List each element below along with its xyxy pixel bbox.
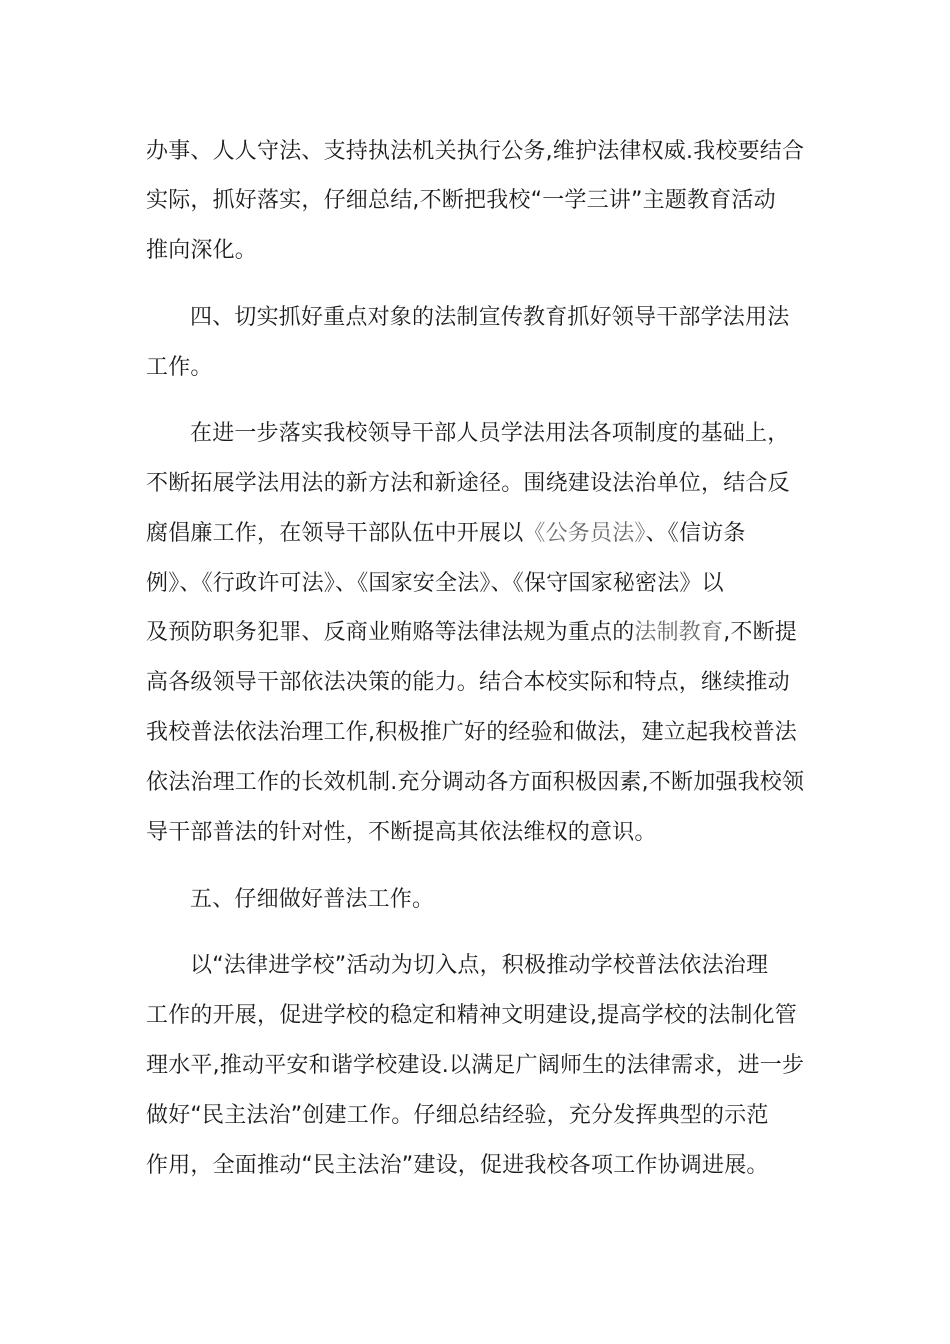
- link-civil-servant-law[interactable]: 《公务员法》: [523, 521, 646, 546]
- paragraph-2-line-5-text-a: 及预防职务犯罪、反商业贿赂等法律法规为重点的: [146, 620, 635, 645]
- paragraph-2-line-7: 我校普法依法治理工作,积极推广好的经验和做法，建立起我校普法: [146, 720, 797, 745]
- paragraph-2-line-4: 例》、《行政许可法》、《国家安全法》、《保守国家秘密法》以: [146, 571, 724, 596]
- paragraph-3-line-5: 作用，全面推动“民主法治”建设，促进我校各项工作协调进展。: [146, 1153, 769, 1178]
- paragraph-2-line-8: 依法治理工作的长效机制.充分调动各方面积极因素,不断加强我校领: [146, 770, 805, 795]
- paragraph-2-line-6: 高各级领导干部依法决策的能力。结合本校实际和特点，继续推动: [146, 670, 790, 695]
- paragraph-3-line-4: 做好“民主法治”创建工作。仔细总结经验，充分发挥典型的示范: [146, 1103, 769, 1128]
- section-5-heading: 五、仔细做好普法工作。: [190, 887, 435, 912]
- paragraph-2-line-9: 导干部普法的针对性，不断提高其依法维权的意识。: [146, 820, 657, 845]
- paragraph-2-line-3-text-a: 腐倡廉工作，在领导干部队伍中开展以: [146, 521, 524, 546]
- paragraph-3-line-2: 工作的开展，促进学校的稳定和精神文明建设,提高学校的法制化管: [146, 1003, 797, 1028]
- paragraph-2-line-3: [146, 519, 746, 549]
- link-legal-education[interactable]: 法制教育: [634, 620, 724, 645]
- paragraph-3-line-3: 理水平,推动平安和谐学校建设.以满足广阔师生的法律需求，进一步: [146, 1053, 805, 1078]
- section-4-heading-line-1: 四、切实抓好重点对象的法制宣传教育抓好领导干部学法用法: [190, 305, 790, 330]
- paragraph-1-line-3: 推向深化。: [146, 238, 258, 263]
- paragraph-2-line-5: [146, 618, 797, 648]
- paragraph-2-line-3-text-c: 、《信访条: [645, 521, 746, 546]
- paragraph-2-line-1: 在进一步落实我校领导干部人员学法用法各项制度的基础上，: [190, 421, 790, 446]
- paragraph-1-line-2: 实际，抓好落实，仔细总结,不断把我校“一学三讲”主题教育活动: [146, 188, 776, 213]
- paragraph-1-line-1: 办事、人人守法、支持执法机关执行公务,维护法律权威.我校要结合: [146, 139, 805, 164]
- paragraph-2-line-5-text-c: ,不断提: [723, 620, 798, 645]
- paragraph-3-line-1: 以“法律进学校”活动为切入点，积极推动学校普法依法治理: [190, 953, 769, 978]
- paragraph-2-line-2: 不断拓展学法用法的新方法和新途径。围绕建设法治单位，结合反: [146, 471, 790, 496]
- section-4-heading-line-2: 工作。: [146, 355, 213, 380]
